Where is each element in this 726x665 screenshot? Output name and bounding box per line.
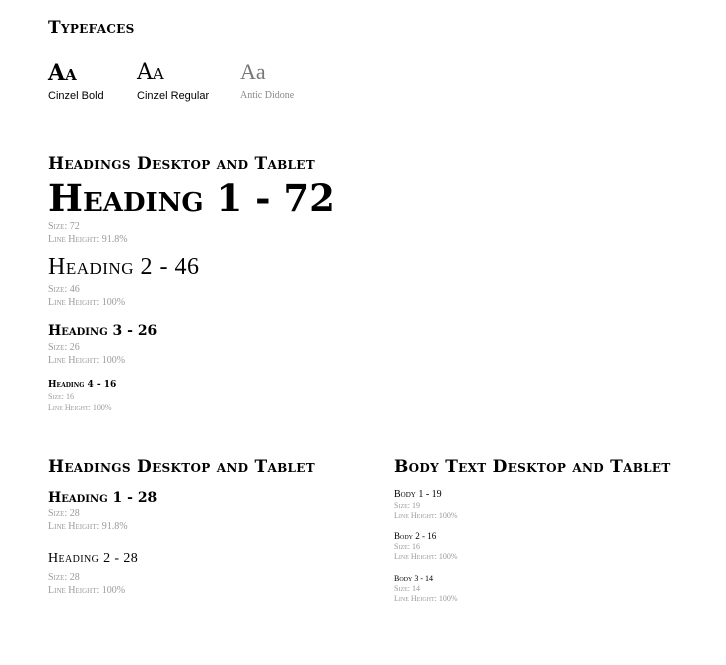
heading-mobile-2-line-height: Line Height: 100%	[48, 585, 126, 596]
heading-mobile-1-sample: Heading 1 - 28	[48, 490, 158, 506]
heading-2-sample: Heading 2 - 46	[48, 254, 200, 280]
heading-4-size: Size: 16	[48, 392, 74, 401]
heading-mobile-2-size: Size: 28	[48, 572, 80, 583]
body-3-sample: Body 3 - 14	[394, 574, 433, 583]
heading-1-line-height: Line Height: 91.8%	[48, 234, 128, 245]
typeface-sample-antic-didone: Aa	[240, 59, 266, 84]
heading-mobile-1-line-height: Line Height: 91.8%	[48, 521, 128, 532]
heading-4-line-height: Line Height: 100%	[48, 403, 112, 412]
body-1-size: Size: 19	[394, 501, 420, 510]
typefaces-title: Typefaces	[48, 18, 135, 38]
heading-3-line-height: Line Height: 100%	[48, 355, 126, 366]
body-3-size: Size: 14	[394, 584, 420, 593]
typeface-name-cinzel-bold: Cinzel Bold	[48, 90, 104, 102]
heading-mobile-1-size: Size: 28	[48, 508, 80, 519]
body-3-line-height: Line Height: 100%	[394, 594, 458, 603]
heading-2-line-height: Line Height: 100%	[48, 297, 126, 308]
typeface-sample-cinzel-bold: Aa	[48, 60, 77, 86]
heading-mobile-2-sample: Heading 2 - 28	[48, 551, 139, 566]
typeface-name-cinzel-regular: Cinzel Regular	[137, 90, 210, 102]
heading-1-size: Size: 72	[48, 221, 80, 232]
heading-4-sample: Heading 4 - 16	[48, 380, 117, 390]
body-2-size: Size: 16	[394, 542, 420, 551]
body-1-line-height: Line Height: 100%	[394, 511, 458, 520]
headings-desktop-title: Headings Desktop and Tablet	[48, 154, 315, 174]
heading-3-sample: Heading 3 - 26	[48, 323, 158, 339]
typeface-name-antic-didone: Antic Didone	[240, 90, 295, 101]
body-text-title: Body Text Desktop and Tablet	[394, 457, 671, 477]
body-2-sample: Body 2 - 16	[394, 531, 437, 541]
typeface-sample-cinzel-regular: Aa	[137, 60, 164, 85]
headings-mobile-title: Headings Desktop and Tablet	[48, 457, 315, 477]
body-2-line-height: Line Height: 100%	[394, 552, 458, 561]
body-1-sample: Body 1 - 19	[394, 489, 442, 500]
heading-1-sample: Heading 1 - 72	[48, 176, 335, 220]
heading-2-size: Size: 46	[48, 284, 80, 295]
heading-3-size: Size: 26	[48, 342, 80, 353]
